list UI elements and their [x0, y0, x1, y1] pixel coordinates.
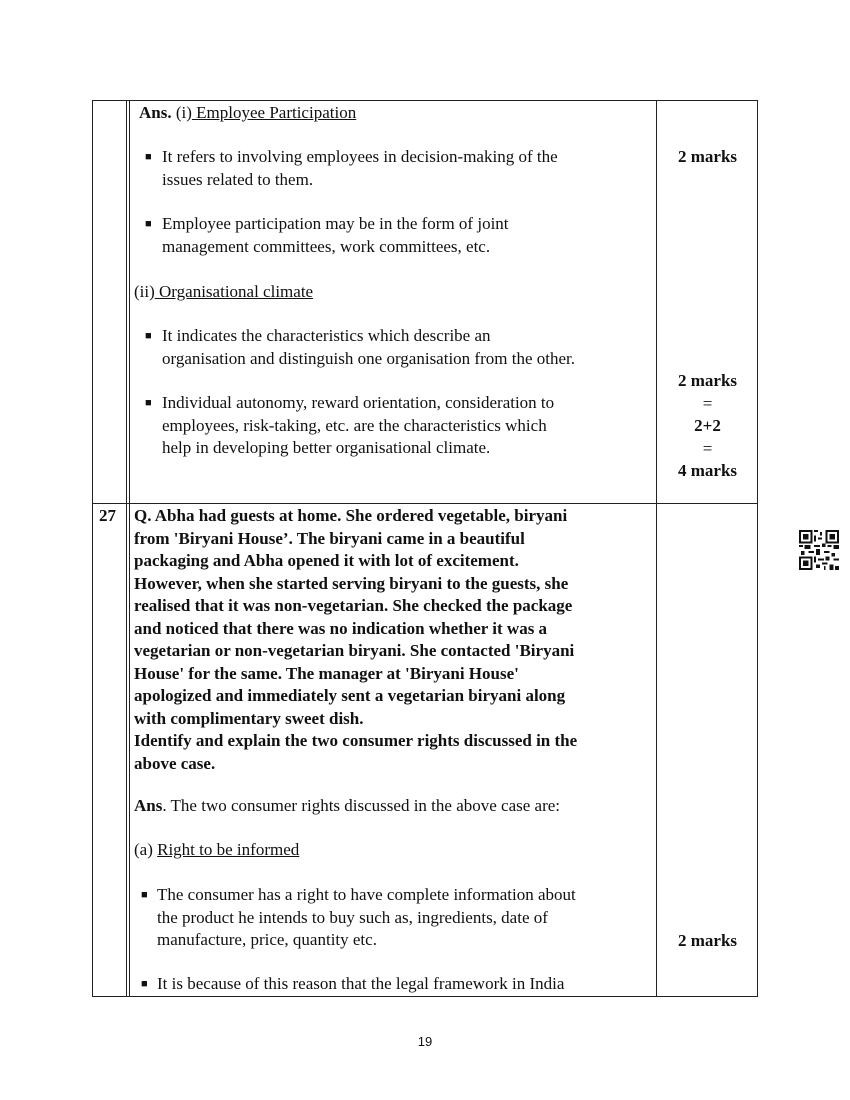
column-divider-number-inner [129, 100, 130, 997]
bullet-line: issues related to them. [162, 169, 314, 189]
bullet-icon: ■ [145, 330, 152, 342]
bullet-icon: ■ [145, 397, 152, 409]
row27-part-a-heading [134, 839, 299, 862]
marks-line: 2+2 [694, 416, 721, 435]
ans-label: Ans. [139, 103, 172, 122]
question-line: Q. Abha had guests at home. She ordered vegetable, biryani [134, 506, 568, 525]
column-divider-number [126, 100, 127, 997]
part-title-organisational-climate: Organisational climate [154, 282, 314, 301]
part-title-right-to-be-informed: Right to be informed [157, 840, 300, 859]
question-line: House' for the same. The manager at 'Biryani House' [134, 663, 519, 683]
row26-bullet-1 [162, 146, 558, 191]
bullet-icon: ■ [141, 889, 148, 901]
bullet-line: manufacture, price, quantity etc. [157, 930, 377, 949]
question-line: from 'Biryani House’. The biryani came in a beautiful [134, 528, 525, 548]
marks-line: = [702, 393, 713, 413]
question-line: Identify and explain the two consumer rights discussed in the [134, 731, 578, 750]
bullet-line: organisation and distinguish one organisation from the other. [162, 348, 575, 368]
bullet-line: the product he intends to buy such as, ingredients, date of [157, 907, 548, 927]
part-title-employee-participation: Employee Participation [191, 103, 357, 122]
table-left-border [92, 100, 93, 997]
question-number: 27 [99, 506, 116, 525]
row27-bullet-2 [157, 973, 564, 996]
row-divider [92, 503, 758, 504]
bullet-line: employees, risk-taking, etc. are the characteristics which [162, 415, 547, 435]
marks-line: 2 marks [677, 371, 738, 390]
table-bottom-border [92, 996, 758, 997]
table-right-border [757, 100, 758, 997]
column-divider-marks [656, 100, 657, 997]
row26-answer-heading [139, 102, 356, 125]
question-line: apologized and immediately sent a vegetarian biryani along [134, 686, 566, 705]
bullet-line: help in developing better organisational climate. [162, 438, 491, 457]
ans-label: Ans [134, 796, 163, 815]
row26-bullet-3 [162, 325, 575, 370]
part-prefix: (ii) [134, 282, 155, 301]
bullet-line: It indicates the characteristics which describe an [162, 326, 491, 345]
question-line: packaging and Abha opened it with lot of excitement. [134, 551, 519, 570]
row26-bullet-4 [162, 392, 554, 460]
marks-line: = [702, 438, 713, 458]
marks-part-a: 2 marks [677, 931, 738, 950]
page-number: 19 [417, 1034, 433, 1049]
question-line: and noticed that there was no indication whether it was a [134, 618, 548, 638]
table-top-border [92, 100, 758, 101]
question-27-text [134, 505, 577, 775]
bullet-line: It is because of this reason that the legal framework in India [157, 974, 565, 993]
bullet-line: Individual autonomy, reward orientation, consideration to [162, 393, 555, 412]
bullet-line: The consumer has a right to have complete information about [157, 885, 576, 904]
question-line: However, when she started serving biryani to the guests, she [134, 573, 569, 593]
answer-intro-text: . The two consumer rights discussed in the above case are: [162, 796, 561, 815]
question-line: above case. [134, 753, 216, 773]
bullet-line: Employee participation may be in the form of joint [162, 214, 509, 233]
question-line: vegetarian or non-vegetarian biryani. She contacted 'Biryani [134, 641, 575, 660]
row26-bullet-2 [162, 213, 509, 258]
row26-part2-heading [134, 281, 313, 304]
row27-bullet-1 [157, 884, 576, 952]
marks-line: 4 marks [677, 461, 738, 480]
bullet-line: It refers to involving employees in decision-making of the [162, 147, 558, 166]
part-prefix: (a) [134, 840, 153, 859]
bullet-line: management committees, work committees, etc. [162, 236, 491, 256]
bullet-icon: ■ [145, 151, 152, 163]
marks-total [657, 370, 758, 483]
part-prefix: (i) [175, 103, 192, 122]
bullet-icon: ■ [141, 978, 148, 990]
question-line: realised that it was non-vegetarian. She checked the package [134, 596, 573, 615]
row27-answer-intro [134, 795, 560, 818]
marks-part1: 2 marks [677, 147, 738, 166]
qr-code-icon [799, 530, 839, 570]
question-line: with complimentary sweet dish. [134, 708, 364, 728]
bullet-icon: ■ [145, 218, 152, 230]
